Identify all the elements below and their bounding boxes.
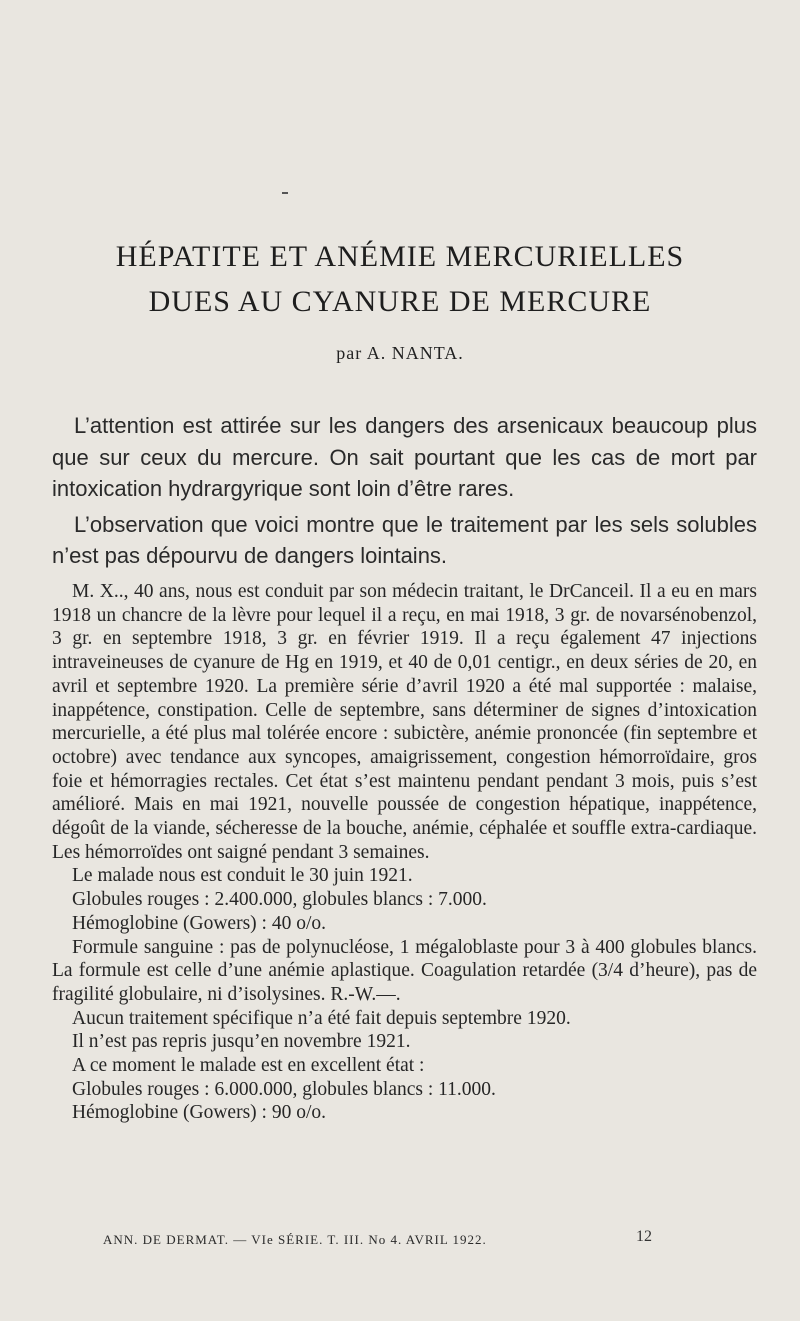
intro-paragraph: L’observation que voici montre que le traitement par les sels solubles n’est pas dépourvu de dangers lointains. bbox=[52, 511, 757, 568]
body-paragraph: Hémoglobine (Gowers) : 40 o/o. bbox=[72, 912, 326, 934]
body-paragraph: Globules rouges : 2.400.000, globules blancs : 7.000. bbox=[72, 889, 487, 911]
body-paragraph: A ce moment le malade est en excellent état : bbox=[72, 1055, 425, 1077]
author-line: par A. NANTA. bbox=[336, 343, 464, 363]
intro-paragraph: L’attention est attirée sur les dangers des arsenicaux beaucoup plus que sur ceux du mercure. On sait pourtant que les cas de mort par intoxication hydrargyrique sont loin d’être rares. bbox=[52, 413, 757, 501]
case-report bbox=[52, 580, 757, 1125]
page-number: 12 bbox=[636, 1228, 652, 1245]
body-paragraph: Formule sanguine : pas de polynucléose, 1 mégaloblaste pour 3 à 400 globules blancs. La formule est celle d’une anémie aplastique. Coagulation retardée (3/4 d’heure), pas de fragilité globulaire, ni d’isolysines. R.-W.—. bbox=[52, 936, 757, 1005]
body-paragraph: Hémoglobine (Gowers) : 90 o/o. bbox=[72, 1102, 326, 1124]
body-paragraph: Le malade nous est conduit le 30 juin 1921. bbox=[72, 865, 413, 887]
title-line-1: HÉPATITE ET ANÉMIE MERCURIELLES bbox=[115, 240, 685, 273]
title-line-2: DUES AU CYANURE DE MERCURE bbox=[148, 285, 652, 318]
body-paragraph: M. X.., 40 ans, nous est conduit par son médecin traitant, le DrCanceil. Il a eu en mars 1918 un chancre de la lèvre pour lequel il a reçu, en mai 1918, 3 gr. de novarsénobenzol, 3 gr. en septembre 1918, 3 gr. en février 1919. Il a reçu également 47 injections intraveineuses de cyanure de Hg en 1919, et 40 de 0,01 centigr., en deux séries de 20, en avril et septembre 1920. La première série d’avril 1920 a été mal supportée : malaise, inappétence, constipation. Celle de septembre, sans déterminer de signes d’intoxication mercurielle, a été plus mal tolérée encore : subictère, anémie prononcée (fin septembre et octobre) avec tendance aux syncopes, amaigrissement, congestion hémorroïdaire, gros foie et hémorragies rectales. Cet état s’est maintenu pendant pendant 3 mois, puis s’est amélioré. Mais en mai 1921, nouvelle poussée de congestion hépatique, inappétence, dégoût de la viande, sécheresse de la bouche, anémie, céphalée et souffle extra-cardiaque. Les hémorroïdes ont saigné pendant 3 semaines. bbox=[52, 581, 757, 863]
journal-footer: ANN. DE DERMAT. — VIe SÉRIE. T. III. No 4. AVRIL 1922. bbox=[103, 1232, 487, 1247]
body-paragraph: Il n’est pas repris jusqu’en novembre 1921. bbox=[72, 1031, 411, 1053]
introduction bbox=[52, 410, 757, 576]
body-paragraph: Globules rouges : 6.000.000, globules blancs : 11.000. bbox=[72, 1078, 496, 1100]
ornament-dash bbox=[282, 192, 288, 194]
body-paragraph: Aucun traitement spécifique n’a été fait depuis septembre 1920. bbox=[72, 1007, 571, 1029]
